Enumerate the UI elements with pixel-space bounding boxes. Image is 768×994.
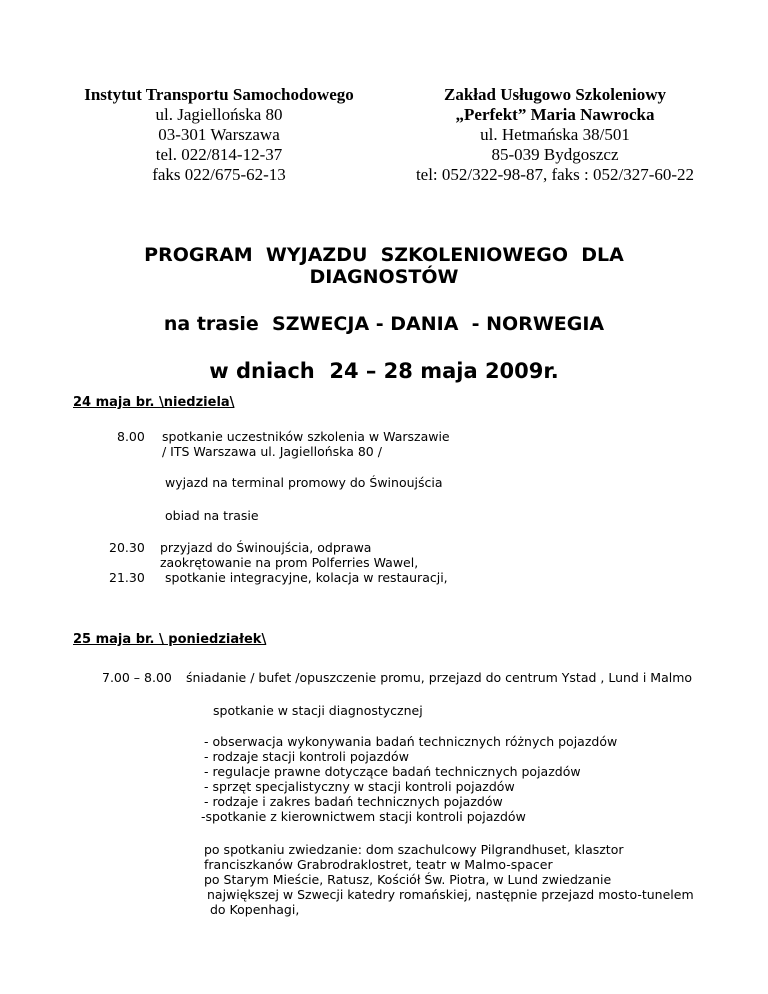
day1-item-2-line1: przyjazd do Świnoujścia, odprawa: [160, 540, 372, 555]
page-title: [0, 244, 768, 288]
day1-item-2-line2: zaokrętowanie na prom Polferries Wawel,: [160, 555, 419, 570]
header-right-street: ul. Hetmańska 38/501: [480, 125, 630, 144]
day2-bullet: - sprzęt specjalistyczny w stacji kontroli pojazdów: [204, 779, 515, 794]
day2-bullet: - rodzaje i zakres badań technicznych pojazdów: [204, 794, 503, 809]
header-left-address: [64, 85, 374, 185]
header-right-city: 85-039 Bydgoszcz: [491, 145, 619, 164]
day2-tour-line: po Starym Mieście, Ratusz, Kościół Św. Piotra, w Lund zwiedzanie: [204, 872, 612, 887]
day1-time-2: 20.30: [109, 540, 145, 555]
day2-bullet: - regulacje prawne dotyczące badań technicznych pojazdów: [204, 764, 581, 779]
page-title-line2: DIAGNOSTÓW: [309, 266, 459, 288]
day1-lunch: obiad na trasie: [165, 508, 259, 523]
day2-bullet: -spotkanie z kierownictwem stacji kontroli pojazdów: [201, 809, 526, 824]
page-title-line1: PROGRAM WYJAZDU SZKOLENIOWEGO DLA: [144, 244, 624, 266]
header-left-street: ul. Jagiellońska 80: [155, 105, 283, 124]
header-right-name: „Perfekt” Maria Nawrocka: [455, 105, 655, 124]
day2-bullet: - rodzaje stacji kontroli pojazdów: [204, 749, 409, 764]
day1-departure: wyjazd na terminal promowy do Świnoujścia: [165, 475, 443, 490]
day2-tour-line: po spotkaniu zwiedzanie: dom szachulcowy Pilgrandhuset, klasztor: [204, 842, 624, 857]
day2-item-1: śniadanie / bufet /opuszczenie promu, przejazd do centrum Ystad , Lund i Malmo: [186, 670, 693, 685]
route-title: na trasie SZWECJA - DANIA - NORWEGIA: [163, 313, 605, 335]
day1-heading: 24 maja br. \niedziela\: [73, 395, 235, 410]
day1-item-1-line2: / ITS Warszawa ul. Jagiellońska 80 /: [162, 444, 382, 459]
day1-item-1-line1: spotkanie uczestników szkolenia w Warszawie: [162, 429, 450, 444]
day1-time-3: 21.30: [109, 570, 145, 585]
header-right-contact: tel: 052/322-98-87, faks : 052/327-60-22: [415, 165, 695, 184]
dates-title: w dniach 24 – 28 maja 2009r.: [209, 359, 559, 383]
header-left-org: Instytut Transportu Samochodowego: [84, 85, 354, 104]
day2-tour-line: największej w Szwecji katedry romańskiej, następnie przejazd mosto-tunelem: [207, 887, 694, 902]
day1-item-3-line1: spotkanie integracyjne, kolacja w restauracji,: [165, 570, 448, 585]
day2-tour-line: franciszkanów Grabrodraklostret, teatr w Malmo-spacer: [204, 857, 553, 872]
header-right-org: Zakład Usługowo Szkoleniowy: [444, 85, 666, 104]
day2-meeting: spotkanie w stacji diagnostycznej: [213, 703, 423, 718]
header-left-fax: faks 022/675-62-13: [152, 165, 286, 184]
day2-bullet: - obserwacja wykonywania badań technicznych różnych pojazdów: [204, 734, 618, 749]
day2-heading: 25 maja br. \ poniedziałek\: [73, 632, 267, 647]
day2-tour-line: do Kopenhagi,: [210, 902, 300, 917]
header-left-tel: tel. 022/814-12-37: [155, 145, 283, 164]
header-left-city: 03-301 Warszawa: [158, 125, 280, 144]
day2-time-1: 7.00 – 8.00: [102, 670, 172, 685]
header-right-address: [395, 85, 715, 185]
day1-time-1: 8.00: [117, 429, 145, 444]
